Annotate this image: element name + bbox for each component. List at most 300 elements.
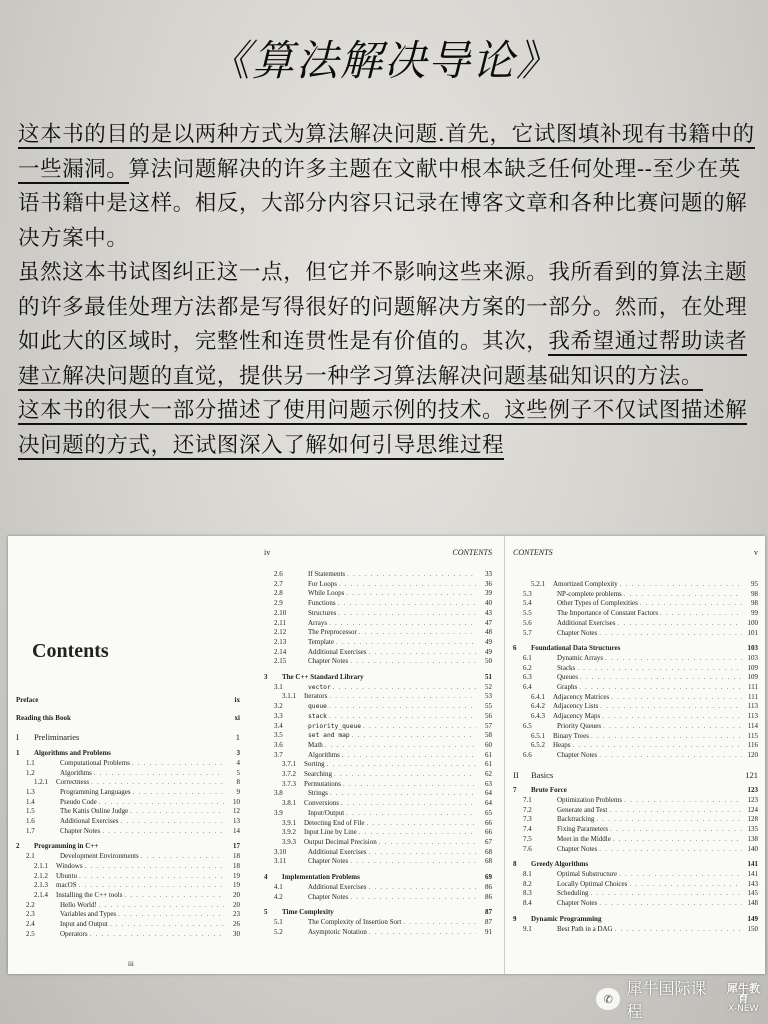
toc-entry-title: Meet in the Middle — [557, 834, 611, 843]
toc-entry-number: 2.9 — [274, 599, 283, 608]
toc-entry-number: 8.4 — [523, 899, 532, 908]
toc-leader-dots — [91, 778, 224, 788]
toc-entry-page: 111 — [748, 692, 758, 701]
toc-entry-page: 123 — [747, 796, 758, 805]
toc-entry-number: 3.8.1 — [282, 799, 296, 808]
intro-paragraph-1 — [18, 118, 758, 256]
toc-entry-page: 64 — [485, 789, 492, 798]
toc-entry — [264, 828, 492, 838]
toc-leader-dots — [350, 657, 476, 667]
toc-leader-dots — [619, 870, 742, 880]
toc-entry — [264, 628, 492, 638]
toc-entry-page: 19 — [233, 871, 240, 880]
toc-entry-page: 36 — [485, 579, 492, 588]
toc-entry-page: 98 — [751, 589, 758, 598]
toc-entry-page: 113 — [747, 702, 758, 711]
toc-entry-page: 101 — [747, 628, 758, 637]
toc-entry-number: II — [513, 769, 519, 780]
toc-entry-page: 30 — [233, 929, 240, 938]
toc-entry-page: 124 — [747, 805, 758, 814]
toc-entry — [264, 570, 492, 580]
toc-entry-number: 6.5.2 — [531, 741, 545, 750]
toc-leader-dots — [102, 827, 224, 837]
toc-leader-dots — [624, 796, 742, 806]
toc-entry-page: 149 — [747, 914, 758, 923]
toc-entry-title: Scheduling — [557, 889, 589, 898]
toc-entry-title: macOS — [56, 881, 77, 890]
toc-entry-number: 9.1 — [523, 924, 532, 933]
toc-leader-dots — [339, 580, 476, 590]
toc-entry-page: 121 — [745, 769, 758, 780]
toc-entry-number: 4 — [264, 873, 268, 882]
toc-leader-dots — [599, 751, 742, 761]
toc-entry — [513, 815, 758, 825]
toc-entry-title: Development Environments — [60, 852, 139, 861]
toc-entry — [513, 664, 758, 674]
toc-entry — [264, 712, 492, 722]
toc-entry-number: 5.2.1 — [531, 580, 545, 588]
toc-entry-number: 3.9.1 — [282, 818, 296, 827]
toc-entry-number: 2.12 — [274, 628, 287, 637]
toc-entry — [16, 817, 240, 827]
toc-entry-number: 1.2 — [26, 768, 35, 777]
toc-entry-number: 3.7.1 — [282, 760, 296, 769]
toc-entry-title: stack — [308, 712, 327, 720]
toc-entry-page: 114 — [747, 721, 758, 730]
toc-entry-number: 4.1 — [274, 882, 283, 891]
toc-entry-page: 116 — [747, 741, 758, 750]
toc-entry-page: 48 — [485, 628, 492, 637]
toc-entry-title: Algorithms — [60, 768, 92, 777]
toc-entry-page: 103 — [747, 653, 758, 662]
toc-entry — [264, 648, 492, 658]
intro-text-segment: 虽然这本书试图纠正这一点，但它并不影响这些来源。我所看到的算法主题的许多最佳处理方法都是写得很好的问题解决方案的一部分。然而，在处理如此大的区域时，完整性和连贯性是有价值的。其次， — [18, 260, 748, 354]
toc-entry — [513, 860, 758, 870]
toc-entry-number: 2.1.1 — [34, 861, 48, 870]
toc-entry-number: 2.4 — [26, 920, 35, 929]
toc-entry-page: 3 — [236, 749, 240, 758]
toc-entry — [264, 780, 492, 790]
toc-entry-page: 68 — [485, 857, 492, 866]
toc-entry-number: 2.10 — [274, 608, 287, 617]
toc-entry-number: 7.3 — [523, 815, 532, 824]
toc-entry-page: 18 — [233, 861, 240, 870]
toc-leader-dots — [591, 889, 743, 899]
toc-entry — [264, 683, 492, 693]
toc-entry — [264, 722, 492, 732]
toc-entry-page: 19 — [233, 881, 240, 890]
toc-leader-dots — [347, 570, 476, 580]
toc-entry — [264, 857, 492, 867]
toc-entry-title: For Loops — [308, 579, 337, 588]
toc-entry-title: Additional Exercises — [60, 817, 119, 826]
toc-entry — [513, 580, 758, 590]
toc-entry-page: 50 — [485, 657, 492, 666]
toc-entry-title: Variables and Types — [60, 910, 117, 919]
toc-entry — [513, 915, 758, 925]
toc-entry-title: Chapter Notes — [557, 628, 598, 637]
toc-entry-number: 3.2 — [274, 702, 283, 711]
toc-entry-number: 7.5 — [523, 834, 532, 843]
page-number: iii — [128, 960, 134, 968]
toc-entry — [16, 696, 240, 706]
toc-leader-dots — [603, 722, 742, 732]
toc-entry-number: 1.2.1 — [34, 778, 48, 787]
toc-entry-number: 2.14 — [274, 647, 287, 656]
toc-entry — [513, 845, 758, 855]
toc-entry-page: 109 — [747, 663, 758, 672]
toc-leader-dots — [85, 862, 224, 872]
toc-entry-number: 6 — [513, 644, 517, 653]
toc-leader-dots — [660, 609, 742, 619]
toc-entry — [264, 751, 492, 761]
brand-logo — [723, 984, 764, 1014]
toc-entry-number: 2.15 — [274, 657, 287, 666]
toc-entry-page: 52 — [485, 682, 492, 691]
toc-entry-page: 109 — [747, 673, 758, 682]
toc-entry-page: ix — [234, 696, 240, 704]
toc-entry — [513, 683, 758, 693]
toc-entry-number: 1.5 — [26, 807, 35, 816]
toc-entry-page: 143 — [747, 879, 758, 888]
toc-entry-page: 33 — [485, 570, 492, 578]
toc-entry — [16, 827, 240, 837]
toc-leader-dots — [343, 780, 476, 790]
toc-leader-dots — [327, 760, 476, 770]
toc-entry — [264, 657, 492, 667]
toc-entry-title: Backtracking — [557, 815, 595, 824]
toc-entry-title: Algorithms and Problems — [34, 749, 111, 758]
toc-entry — [16, 930, 240, 940]
toc-leader-dots — [610, 825, 742, 835]
toc-entry-page: 23 — [233, 910, 240, 919]
toc-leader-dots — [79, 881, 224, 891]
toc-entry-page: 64 — [485, 799, 492, 808]
toc-entry — [264, 692, 492, 702]
toc-entry-page: 135 — [747, 825, 758, 834]
toc-entry-number: 2.1.4 — [34, 890, 48, 899]
toc-leader-dots — [338, 599, 476, 609]
toc-entry-page: 55 — [485, 702, 492, 711]
toc-leader-dots — [132, 759, 224, 769]
toc-entry-number: 1.7 — [26, 826, 35, 835]
toc-entry-title: Preface — [16, 696, 39, 704]
toc-entry-title: Detecting End of File — [304, 818, 365, 827]
page-title: 《算法解决导论》 — [207, 36, 560, 85]
toc-entry-number: 3.1.1 — [282, 692, 296, 701]
contents-heading: Contents — [32, 640, 109, 662]
toc-entry — [513, 673, 758, 683]
toc-entry-title: Chapter Notes — [557, 899, 598, 908]
toc-entry-page: 145 — [747, 889, 758, 898]
toc-entry-title: Stacks — [557, 663, 576, 672]
toc-leader-dots — [403, 918, 476, 928]
toc-entry — [513, 741, 758, 751]
toc-entry — [16, 901, 240, 911]
toc-entry-title: Iterators — [304, 692, 328, 701]
toc-entry-page: 91 — [485, 927, 492, 936]
wechat-icon: ✆ — [596, 988, 620, 1010]
toc-entry-page: 140 — [747, 844, 758, 853]
toc-entry-title: Structures — [308, 608, 337, 617]
toc-entry — [264, 908, 492, 918]
toc-entry-title: Adjacency Lists — [553, 702, 599, 711]
toc-entry-number: 3.6 — [274, 740, 283, 749]
toc-entry-number: 3.9.3 — [282, 837, 296, 846]
toc-entry — [513, 693, 758, 703]
toc-entry-title: Best Path in a DAG — [557, 924, 613, 933]
toc-entry-page: 128 — [747, 815, 758, 824]
toc-entry-number: 5.6 — [523, 618, 532, 627]
toc-leader-dots — [618, 619, 742, 629]
toc-entry-title: The C++ Standard Library — [282, 673, 364, 682]
toc-entry-title: Dynamic Arrays — [557, 653, 604, 662]
toc-entry-number: 3.3 — [274, 711, 283, 720]
contents-page-iii — [8, 536, 248, 974]
toc-entry-page: 49 — [485, 637, 492, 646]
toc-entry — [264, 580, 492, 590]
toc-entry — [513, 629, 758, 639]
toc-entry-number: 2.8 — [274, 589, 283, 598]
toc-entry-page: 20 — [233, 900, 240, 909]
toc-entry-page: 57 — [485, 721, 492, 730]
toc-entry-title: Greedy Algorithms — [531, 860, 589, 869]
toc-entry-title: priority_queue — [308, 722, 362, 730]
toc-entry-number: 6.4.3 — [531, 712, 545, 721]
toc-leader-dots — [620, 580, 742, 590]
toc-entry-title: Adjacency Maps — [553, 712, 601, 721]
toc-entry-number: 5 — [264, 908, 268, 917]
toc-entry-title: Input and Output — [60, 920, 108, 929]
toc-entry-title: vector — [308, 683, 331, 691]
toc-entry-title: Adjacency Matrices — [553, 692, 610, 701]
toc-entry-title: While Loops — [308, 589, 345, 598]
toc-entry — [264, 799, 492, 809]
page-header-left: iv — [264, 548, 271, 557]
toc-entry-page: 17 — [233, 842, 240, 851]
toc-entry-title: If Statements — [308, 570, 346, 578]
toc-entry-page: 14 — [233, 826, 240, 835]
toc-entry-title: Arrays — [308, 618, 328, 627]
toc-entry-page: 66 — [485, 828, 492, 837]
toc-entry — [513, 796, 758, 806]
toc-entry-page: 103 — [747, 644, 758, 653]
toc-entry-page: 87 — [485, 917, 492, 926]
toc-entry-title: Conversions — [304, 799, 339, 808]
toc-entry-page: 60 — [485, 740, 492, 749]
toc-entry-number: 1 — [16, 749, 20, 758]
toc-entry-number: 1.4 — [26, 797, 35, 806]
toc-entry-number: 2.7 — [274, 579, 283, 588]
toc-entry-page: 68 — [485, 847, 492, 856]
toc-entry — [264, 838, 492, 848]
toc-entry — [513, 619, 758, 629]
toc-entry-number: 2 — [16, 842, 20, 851]
toc-entry-page: 150 — [747, 924, 758, 933]
toc-entry-title: Optimization Problems — [557, 796, 623, 805]
toc-entry-page: 86 — [485, 882, 492, 891]
toc-leader-dots — [599, 899, 742, 909]
toc-entry — [264, 873, 492, 883]
toc-entry-number: 9 — [513, 914, 517, 923]
toc-leader-dots — [600, 702, 742, 712]
toc-entry-title: Additional Exercises — [557, 618, 616, 627]
toc-entry-number: 2.13 — [274, 637, 287, 646]
toc-entry-page: 141 — [747, 869, 758, 878]
toc-entry-title: Installing the C++ tools — [56, 890, 123, 899]
toc-entry-title: Preliminaries — [34, 732, 80, 743]
toc-entry-page: 18 — [233, 852, 240, 861]
toc-entry — [16, 852, 240, 862]
toc-entry-page: 4 — [236, 758, 240, 767]
toc-entry — [16, 920, 240, 930]
toc-entry-title: Hello World! — [60, 900, 97, 909]
toc-entry-page: 100 — [747, 618, 758, 627]
toc-entry-page: 53 — [485, 692, 492, 701]
toc-entry — [16, 769, 240, 779]
toc-leader-dots — [329, 702, 476, 712]
toc-entry-number: 2.3 — [26, 910, 35, 919]
toc-leader-dots — [346, 589, 476, 599]
toc-entry-page: 40 — [485, 599, 492, 608]
toc-entry — [513, 870, 758, 880]
toc-entry-title: The Complexity of Insertion Sort — [308, 917, 402, 926]
brand-logo-name: 犀牛教育 — [726, 982, 760, 1005]
toc-entry-number: 3.8 — [274, 789, 283, 798]
toc-entry — [16, 872, 240, 882]
toc-entry-title: Chapter Notes — [308, 857, 349, 866]
toc-entry-page: 138 — [747, 834, 758, 843]
toc-entry-page: 13 — [233, 817, 240, 826]
toc-entry-page: 120 — [747, 750, 758, 759]
watermark-text: 犀牛国际课程 — [626, 979, 707, 1021]
toc-entry-number: 5.4 — [523, 599, 532, 608]
toc-entry — [264, 848, 492, 858]
brand-logo-sub: X-NEW — [728, 1004, 759, 1014]
toc-leader-dots — [359, 828, 476, 838]
toc-entry-number: 7.1 — [523, 796, 532, 805]
toc-leader-dots — [640, 599, 742, 609]
toc-entry — [16, 881, 240, 891]
toc-entry — [513, 751, 758, 761]
toc-leader-dots — [325, 741, 476, 751]
toc-leader-dots — [605, 654, 742, 664]
toc-entry-page: 43 — [485, 608, 492, 617]
watermark — [596, 979, 764, 1021]
toc-entry-title: Brute Force — [531, 786, 567, 795]
toc-entry-number: 3 — [264, 673, 268, 682]
toc-entry-page: 87 — [485, 908, 492, 917]
toc-leader-dots — [352, 731, 476, 741]
toc-entry-title: queue — [308, 703, 327, 711]
toc-entry-number: 5.5 — [523, 609, 532, 618]
contents-page-iv — [256, 536, 500, 974]
toc-leader-dots — [342, 751, 476, 761]
toc-entry — [513, 806, 758, 816]
toc-entry-number: 6.2 — [523, 663, 532, 672]
toc-entry-title: Searching — [304, 770, 332, 779]
toc-entry-page: 56 — [485, 711, 492, 720]
toc-leader-dots — [580, 673, 742, 683]
underlined-text: 这本书的很大一部分描述了使用问题示例的技术。这些例子不仅试图描述解决问题的方式，还试图深入了解如何引导思维过程 — [18, 398, 748, 458]
toc-entry-number: 3.7 — [274, 750, 283, 759]
page-header-right: v — [754, 548, 758, 557]
toc-entry — [513, 786, 758, 796]
toc-entry-title: Dynamic Programming — [531, 914, 602, 923]
toc-leader-dots — [110, 920, 224, 930]
toc-entry-title: Graphs — [557, 683, 578, 692]
toc-entry — [16, 749, 240, 759]
toc-leader-dots — [577, 664, 742, 674]
toc-entry-title: Input Line by Line — [304, 828, 357, 837]
toc-entry — [264, 731, 492, 741]
contents-page-v — [504, 536, 766, 974]
toc-leader-dots — [611, 693, 742, 703]
book-contents-scan — [8, 536, 765, 974]
toc-entry-number: 3.11 — [274, 857, 286, 866]
toc-entry — [16, 807, 240, 817]
toc-leader-dots — [118, 910, 224, 920]
toc-entry — [513, 771, 758, 781]
toc-entry-number: 3.10 — [274, 847, 287, 856]
toc-entry-number: 8.2 — [523, 879, 532, 888]
toc-leader-dots — [379, 838, 476, 848]
toc-entry-title: Additional Exercises — [308, 882, 367, 891]
toc-entry — [264, 883, 492, 893]
toc-entry-page: 61 — [485, 750, 492, 759]
toc-entry-page: 1 — [235, 732, 240, 743]
underlined-text: 我希望通过帮助读者建立解决问题的直觉，提供另一种学习算法解决问题基础知识的方法。 — [18, 329, 748, 389]
toc-leader-dots — [591, 732, 742, 742]
toc-entry-page: 111 — [748, 683, 758, 692]
toc-entry-number: 1.6 — [26, 817, 35, 826]
toc-entry-page: 47 — [485, 618, 492, 627]
toc-entry-title: set and map — [308, 732, 350, 740]
toc-entry-page: 62 — [485, 770, 492, 779]
toc-entry — [264, 638, 492, 648]
toc-leader-dots — [141, 852, 224, 862]
toc-entry-title: Chapter Notes — [557, 844, 598, 853]
toc-leader-dots — [336, 638, 476, 648]
toc-entry-number: 1.3 — [26, 787, 35, 796]
toc-entry — [264, 770, 492, 780]
page-header-right: CONTENTS — [452, 548, 492, 557]
toc-leader-dots — [359, 628, 476, 638]
toc-entry-number: 6.5.1 — [531, 731, 545, 740]
toc-leader-dots — [90, 930, 224, 940]
intro-paragraph-3 — [18, 394, 758, 463]
toc-leader-dots — [602, 712, 742, 722]
toc-entry-number: 5.2 — [274, 927, 283, 936]
toc-entry-title: Windows — [56, 861, 83, 870]
toc-entry-number: 2.1.3 — [34, 881, 48, 890]
toc-entry — [16, 788, 240, 798]
toc-list-3 — [513, 580, 758, 934]
toc-entry-title: Input/Output — [308, 808, 345, 817]
toc-leader-dots — [613, 835, 742, 845]
toc-entry — [513, 825, 758, 835]
toc-entry-title: Template — [308, 637, 334, 646]
toc-entry-title: Asymptotic Notation — [308, 927, 367, 936]
toc-entry-number: 5.7 — [523, 628, 532, 637]
toc-leader-dots — [369, 848, 476, 858]
toc-leader-dots — [94, 769, 224, 779]
toc-entry — [264, 619, 492, 629]
toc-leader-dots — [329, 712, 476, 722]
toc-entry — [513, 925, 758, 935]
toc-entry — [264, 819, 492, 829]
toc-entry-title: Fixing Parameters — [557, 825, 609, 834]
